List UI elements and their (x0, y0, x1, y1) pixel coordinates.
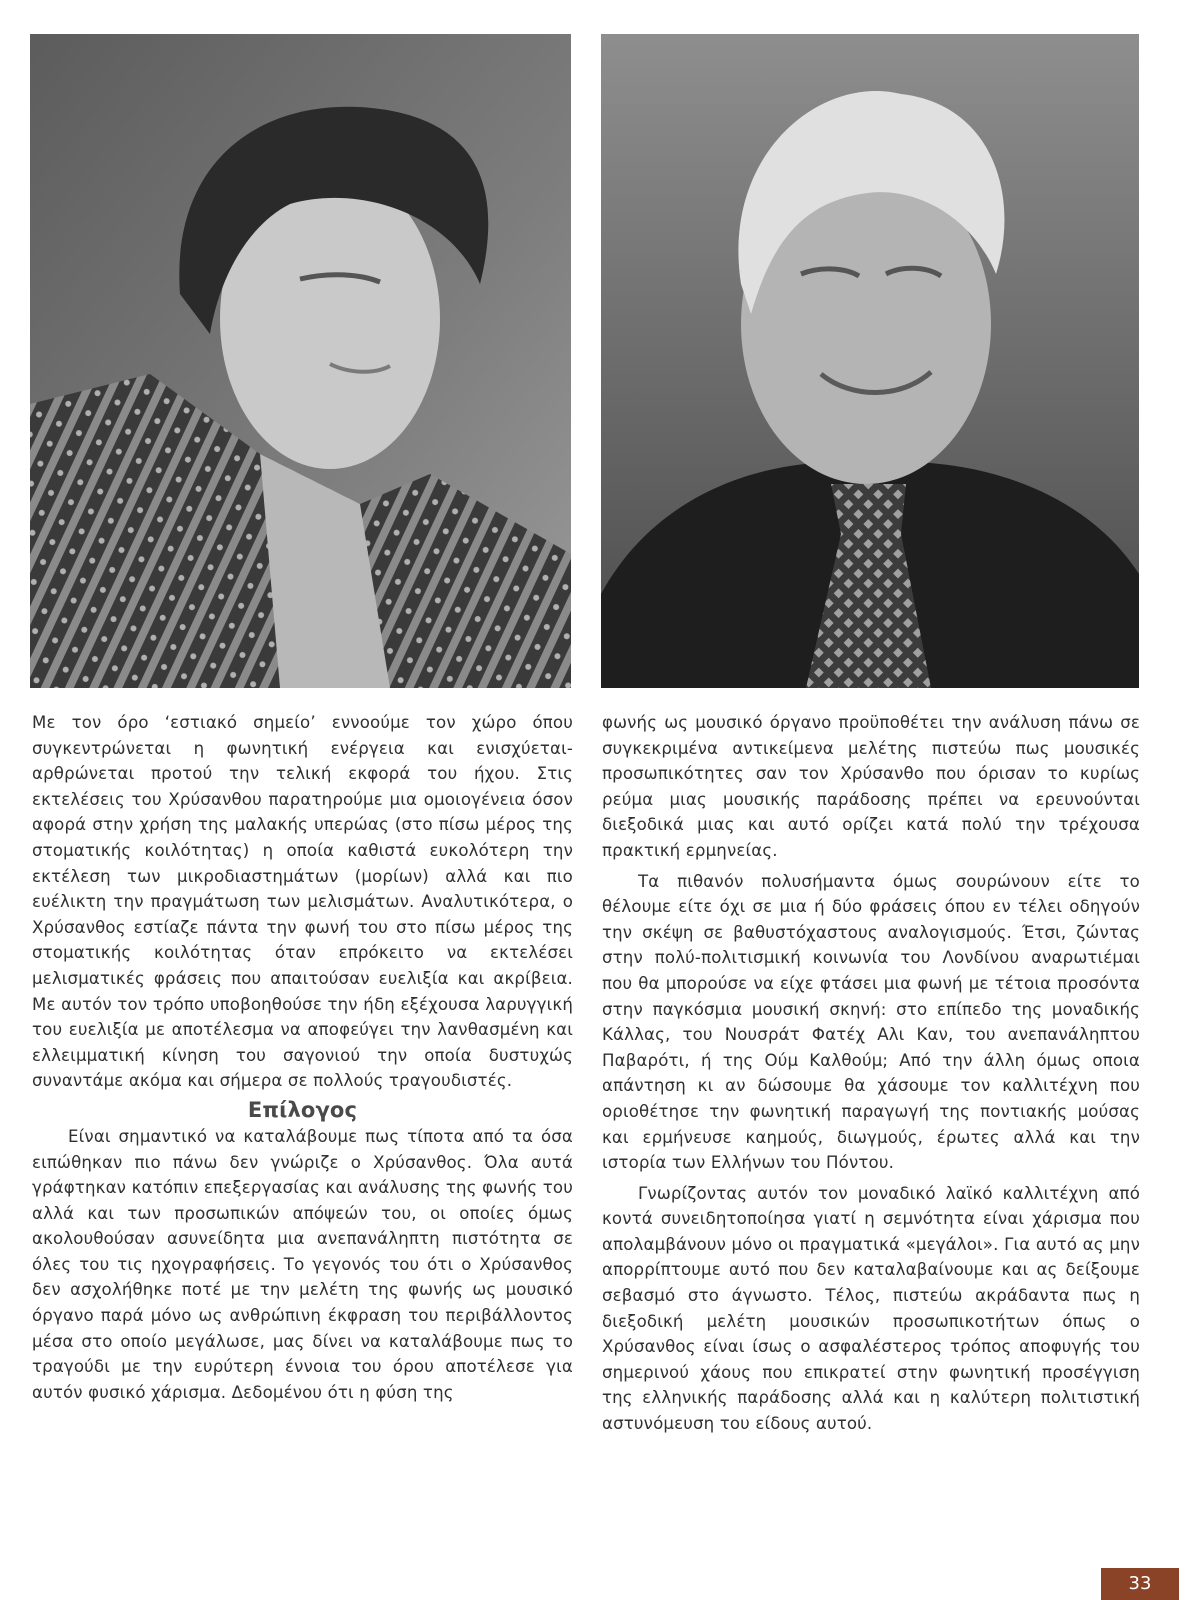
portrait-photo-older (601, 34, 1139, 688)
portrait-photo-icon (30, 34, 571, 688)
article-paragraph: Γνωρίζοντας αυτόν τον μοναδικό λαϊκό καλλιτέχνη από κοντά συνειδητοποίησα γιατί η σεμνότητα είναι χάρισμα που απολαμβάνουν μόνο οι πραγματικά «μεγάλοι». Για αυτό ας μην απορρίπτουμε αυτό που δεν καταλαβαίνουμε και ας δείξουμε σεβασμό στο άγνωστο. Τέλος, πιστεύω ακράδαντα πως η διεξοδική μελέτη μουσικών προσωπικοτήτων όπως ο Χρύσανθος είναι ίσως ο ασφαλέστερος τρόπος αποφυγής του σημερινού χάους που επικρατεί στην φωνητική προσέγγιση της ελληνικής παράδοσης αλλά και η καλύτερη πολιτιστική αστυνόμευση του είδους αυτού. (602, 1183, 1140, 1434)
section-heading: Επίλογος (247, 1097, 358, 1122)
portrait-photo-icon (601, 34, 1139, 688)
article-paragraph: φωνής ως μουσικό όργανο προϋποθέτει την ανάλυση πάνω σε συγκεκριμένα αντικείμενα μελέτης πιστεύω πως μουσικές προσωπικότητες σαν τον Χρύσανθο που όρισαν το κυρίως ρεύμα μιας μουσικής παράδοσης πρέπει να ερευνούνται διεξοδικά μιας και αυτό ορίζει κατά πολύ την τρέχουσα πρακτική ερμηνείας. (602, 713, 1140, 860)
article-paragraph: Είναι σημαντικό να καταλάβουμε πως τίποτα από τα όσα ειπώθηκαν πιο πάνω δεν γνώριζε ο Χρύσανθος. Όλα αυτά γράφτηκαν κατόπιν επεξεργασίας και ανάλυσης της φωνής του αλλά και των προσωπικών απόψεών του, οι οποίες όμως ακολουθούσαν ασυνείδητα μια ανεπανάληπτη πιστότητα σε όλες του τις ηχογραφήσεις. Το γεγονός του ότι ο Χρύσανθος δεν ασχολήθηκε ποτέ με την μελέτη της φωνής ως μουσικό όργανο παρά μόνο ως ανθρώπινη έκφραση του περιβάλλοντος μέσα στο οποίο μεγάλωσε, μας δίνει να καταλάβουμε πως το τραγούδι με την ευρύτερη έννοια του όρου αποτέλεσε για αυτόν φυσικό χάρισμα. Δεδομένου ότι η φύση της (32, 1126, 573, 1402)
article-column-left (32, 710, 573, 1405)
page-number: 33 (1101, 1568, 1179, 1600)
article-paragraph: Με τον όρο ‘εστιακό σημείο’ εννοούμε τον χώρο όπου συγκεντρώνεται η φωνητική ενέργεια και ενισχύεται-αρθρώνεται προτού την τελική εκφορά του ήχου. Στις εκτελέσεις του Χρύσανθου παρατηρούμε μια ομοιογένεια όσον αφορά στην χρήση της μαλακής υπερώας (στο πίσω μέρος της στοματικής κοιλότητας) η οποία καθιστά ευκολότερη την εκτέλεση των μικροδιαστημάτων (μορίων) αλλά και πιο ευέλικτη την πραγμάτωση των μελισμάτων. Αναλυτικότερα, ο Χρύσανθος εστίαζε πάντα την φωνή του στο πίσω μέρος της στοματικής κοιλότητας όταν επρόκειτο να εκτελέσει μελισματικές φράσεις που απαιτούσαν ευελιξία και ακρίβεια. Με αυτόν τον τρόπο υποβοηθούσε την ήδη εξέχουσα λαρυγγική του ευελιξία με αποτέλεσμα να αποφεύγει την λανθασμένη και ελλειμματική κίνηση του σαγονιού την οποία δυστυχώς συναντάμε ακόμα και σήμερα σε πολλούς τραγουδιστές. (32, 713, 573, 1091)
portrait-photo-young (30, 34, 571, 688)
article-column-right (602, 710, 1140, 1437)
article-paragraph: Τα πιθανόν πολυσήμαντα όμως σουρώνουν είτε το θέλουμε είτε όχι σε μια ή δύο φράσεις όπου εν τέλει οδηγούν την σκέψη σε βαθυστόχαστους αναλογισμούς. Έτσι, ζώντας στην πολύ-πολιτισμική κοινωνία του Λονδίνου αναρωτιέμαι που θα μπορούσε να είχε φτάσει μια φωνή με τέτοια προσόντα στην παγκόσμια μουσική σκηνή: στο επίπεδο της μοναδικής Κάλλας, του Νουσράτ Φατέχ Αλι Καν, του ανεπανάληπτου Παβαρότι, ή της Ούμ Καλθούμ; Από την άλλη όμως οποια απάντηση κι αν δώσουμε θα χάσουμε τον καλλιτέχνη που οριοθέτησε την φωνητική παραγωγή της ποντιακής μούσας και ερμήνευσε καημούς, διωγμούς, έρωτες αλλά και την ιστορία των Ελλήνων του Πόντου. (602, 871, 1140, 1173)
